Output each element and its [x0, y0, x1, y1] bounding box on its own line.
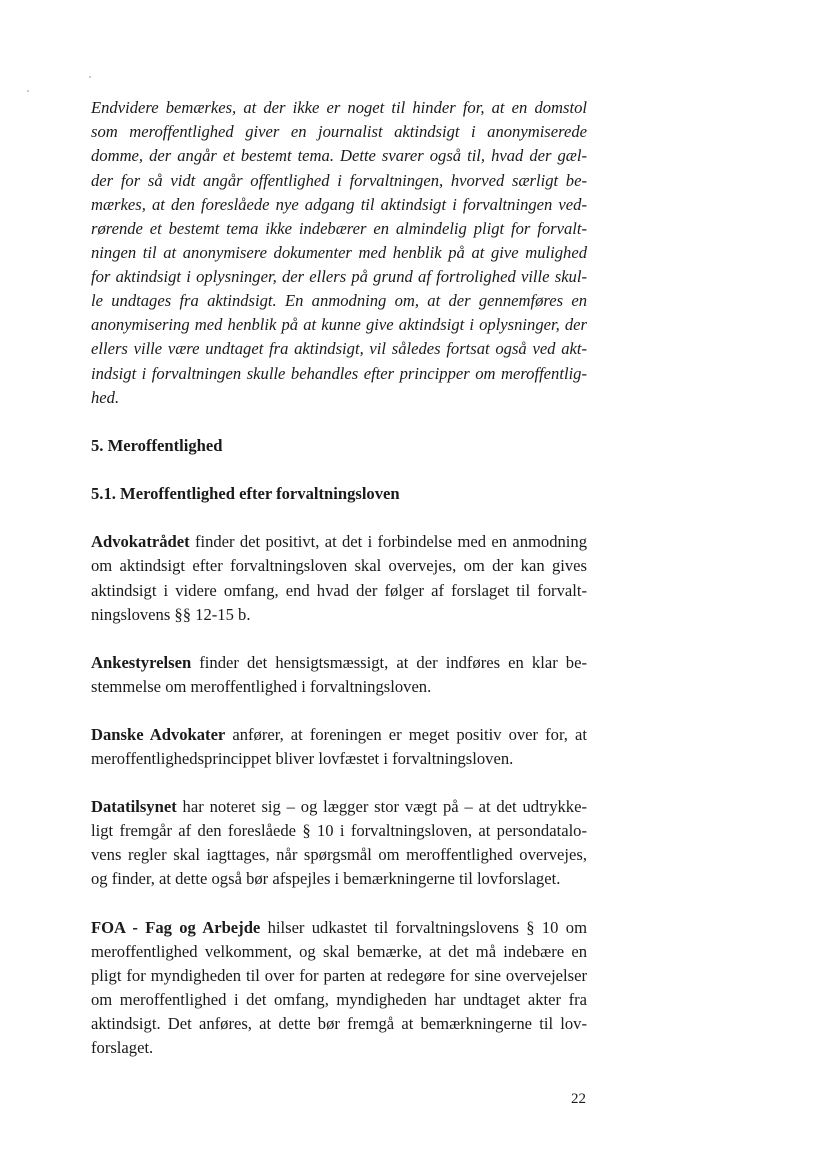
- statement-text: finder det positivt, at det i forbindelse med en anmodning: [189, 532, 587, 551]
- statement-line: [91, 723, 587, 747]
- paragraph-line: anonymisering med henblik på at kunne give aktindsigt i oplysninger, der: [91, 315, 587, 334]
- statement-line: ningslovens §§ 12-15 b.: [91, 605, 251, 624]
- statement-line: om aktindsigt efter forvaltningsloven skal overvejes, om der kan gives: [91, 556, 587, 575]
- scan-speck: [89, 76, 91, 78]
- paragraph-line: indsigt i forvaltningen skulle behandles efter principper om meroffentlig-: [91, 364, 587, 383]
- paragraph-line: mærkes, at den foreslåede nye adgang til aktindsigt i forvaltningen ved-: [91, 195, 587, 214]
- statement-line: vens regler skal iagttages, når spørgsmål om meroffentlighed overvejes,: [91, 845, 587, 864]
- statement-line: og finder, at dette også bør afspejles i bemærkningerne til lovforslaget.: [91, 869, 561, 888]
- paragraph-line: domme, der angår et bestemt tema. Dette svarer også til, hvad der gæl-: [91, 146, 587, 165]
- statement-line: aktindsigt. Det anføres, at dette bør fremgå at bemærkningerne til lov-: [91, 1014, 587, 1033]
- statement-text: anfører, at foreningen er meget positiv over for, at: [225, 725, 587, 744]
- organization-name: Ankestyrelsen: [91, 653, 192, 672]
- statement-line: [91, 916, 587, 940]
- paragraph-line: for aktindsigt i oplysninger, der ellers på grund af fortrolighed ville skul-: [91, 267, 587, 286]
- statement-line: meroffentlighed velkomment, og skal bemærke, at det må indebære en: [91, 942, 587, 961]
- organization-name: Danske Advokater: [91, 725, 226, 744]
- organization-name: FOA - Fag og Arbejde: [91, 918, 261, 937]
- statement-line: pligt for myndigheden til over for parten at redegøre for sine overvejelser: [91, 966, 587, 985]
- organization-name: Datatilsynet: [91, 797, 177, 816]
- statement-text: hilser udkastet til forvaltningslovens § 10 om: [260, 918, 587, 937]
- page-number: 22: [571, 1091, 586, 1107]
- paragraph-line: le undtages fra aktindsigt. En anmodning om, at der gennemføres en: [91, 291, 587, 310]
- paragraph-line: hed.: [91, 388, 120, 407]
- statement-line: [91, 530, 587, 554]
- paragraph-line: der for så vidt angår offentlighed i forvaltningen, hvorved særligt be-: [91, 171, 587, 190]
- paragraph-line: rørende et bestemt tema ikke indebærer en almindelig pligt for forvalt-: [91, 219, 587, 238]
- paragraph-line: ellers ville være undtaget fra aktindsigt, vil således fortsat også ved akt-: [91, 339, 587, 358]
- statement-line: meroffentlighedsprincippet bliver lovfæstet i forvaltningsloven.: [91, 749, 514, 768]
- paragraph-line: ningen til at anonymisere dokumenter med henblik på at give mulighed: [91, 243, 587, 262]
- section-heading: 5. Meroffentlighed: [91, 436, 223, 455]
- statement-text: har noteret sig – og lægger stor vægt på – at det udtrykke-: [176, 797, 587, 816]
- scan-speck: [27, 90, 29, 92]
- statement-text: finder det hensigtsmæssigt, at der indføres en klar be-: [191, 653, 587, 672]
- statement-line: forslaget.: [91, 1038, 154, 1057]
- statement-line: om meroffentlighed i det omfang, myndigheden har undtaget akter fra: [91, 990, 587, 1009]
- statement-line: [91, 795, 587, 819]
- paragraph-line: Endvidere bemærkes, at der ikke er noget til hinder for, at en domstol: [91, 98, 587, 117]
- paragraph-line: som meroffentlighed giver en journalist aktindsigt i anonymiserede: [91, 122, 587, 141]
- organization-name: Advokatrådet: [91, 532, 190, 551]
- statement-line: ligt fremgår af den foreslåede § 10 i forvaltningsloven, at persondatalo-: [91, 821, 587, 840]
- statement-line: aktindsigt i videre omfang, end hvad der følger af forslaget til forvalt-: [91, 581, 587, 600]
- statement-line: stemmelse om meroffentlighed i forvaltningsloven.: [91, 677, 432, 696]
- subsection-heading: 5.1. Meroffentlighed efter forvaltningsloven: [91, 484, 400, 503]
- statement-line: [91, 651, 587, 675]
